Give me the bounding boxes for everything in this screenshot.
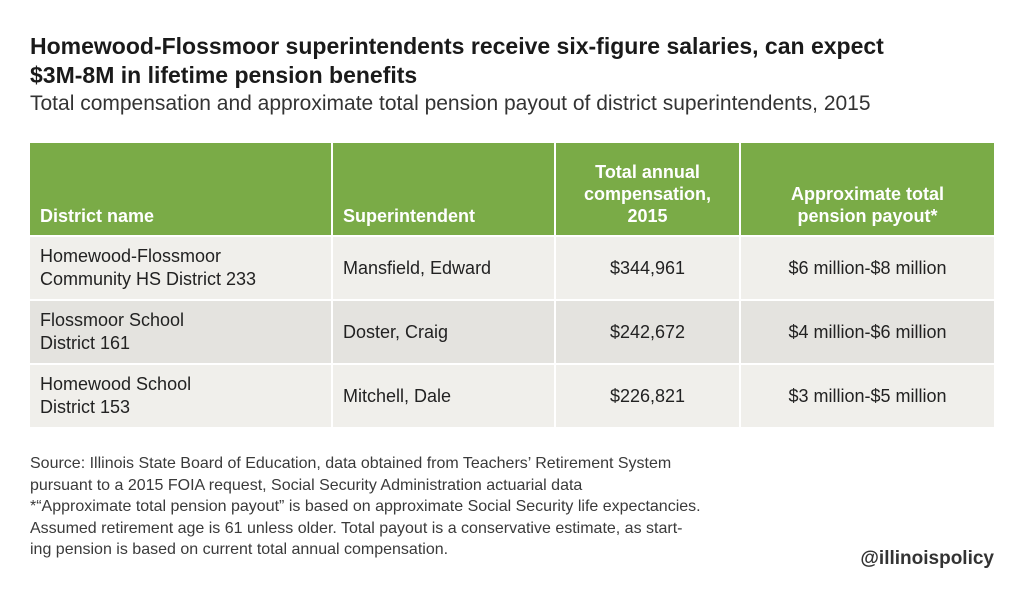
column-header-line: Total annual [595,162,700,182]
column-header-line: Superintendent [343,206,476,226]
compensation-cell: $344,961 [556,235,741,299]
column-header-line: compensation, [583,184,712,204]
table-row [30,235,994,299]
source-line: ing pension is based on current total annual compensation. [30,541,449,558]
chart-title-line-2: $3M-8M in lifetime pension benefits [30,62,418,88]
pension-cell: $6 million-$8 million [741,235,994,299]
column-header-district [30,143,333,235]
district-cell [30,235,333,299]
chart-title-line-1: Homewood-Flossmoor superintendents receive six-figure salaries, can expect [30,33,884,59]
column-header-pension [741,143,994,235]
compensation-cell: $242,672 [556,299,741,363]
column-header-compensation [556,143,741,235]
source-line: Assumed retirement age is 61 unless older. Total payout is a conservative estimate, as start- [30,519,683,537]
chart-subtitle: Total compensation and approximate total pension payout of district superintendents, 2015 [30,92,871,115]
superintendent-cell: Doster, Craig [333,299,556,363]
source-line: *“Approximate total pension payout” is based on approximate Social Security life expectancies. [30,498,701,515]
superintendent-cell: Mansfield, Edward [333,235,556,299]
source-line: Source: Illinois State Board of Education, data obtained from Teachers’ Retirement System [30,455,672,472]
district-line: Homewood School [40,374,192,394]
superintendent-table [30,143,994,427]
table-header-row [30,143,994,235]
column-header-line: District name [40,206,155,226]
district-line: Flossmoor School [40,310,185,330]
column-header-line: pension payout* [797,206,938,226]
table-row [30,299,994,363]
pension-cell: $3 million-$5 million [741,363,994,427]
social-handle: @illinoispolicy [860,548,994,569]
district-line: District 161 [40,333,131,353]
district-line: Community HS District 233 [40,269,257,289]
district-cell [30,299,333,363]
pension-cell: $4 million-$6 million [741,299,994,363]
source-line: pursuant to a 2015 FOIA request, Social Security Administration actuarial data [30,476,583,494]
chart-title [30,32,990,90]
source-note [30,453,830,561]
column-header-line: 2015 [627,206,668,226]
district-line: Homewood-Flossmoor [40,246,222,266]
superintendent-cell: Mitchell, Dale [333,363,556,427]
column-header-superintendent [333,143,556,235]
compensation-cell: $226,821 [556,363,741,427]
column-header-line: Approximate total [790,184,945,204]
district-cell [30,363,333,427]
district-line: District 153 [40,397,131,417]
table-row [30,363,994,427]
